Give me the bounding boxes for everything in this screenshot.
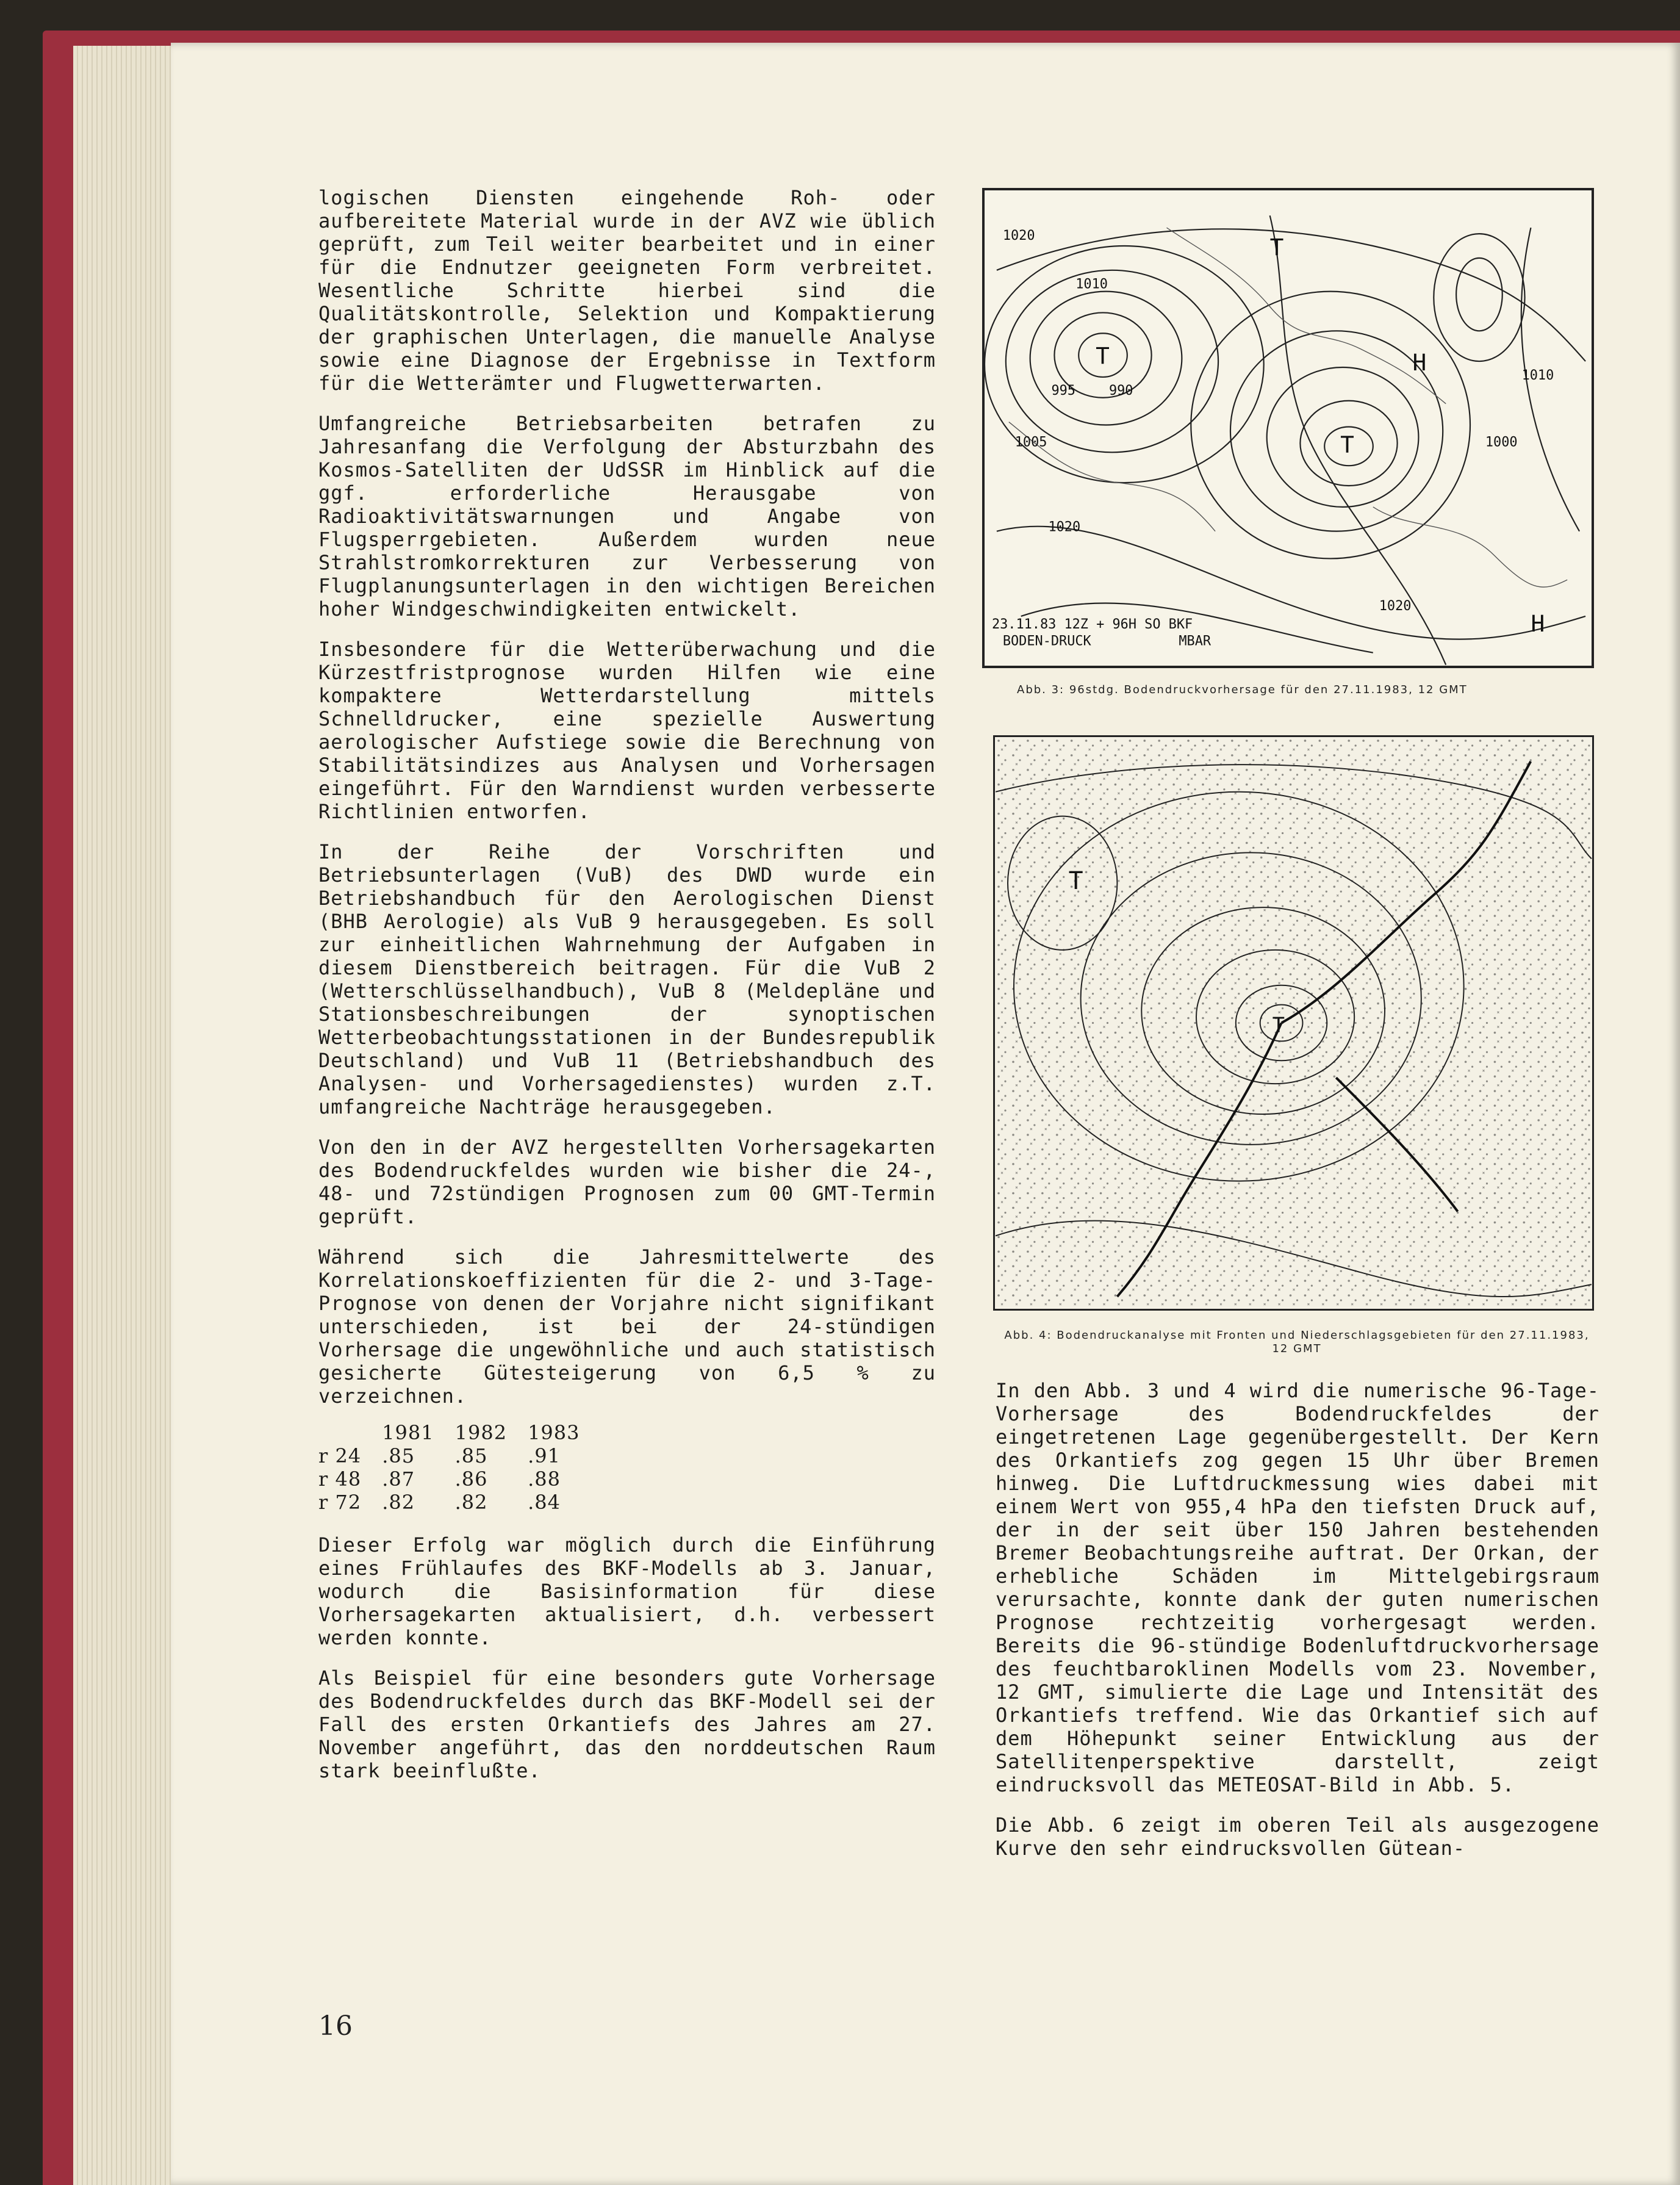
table-row <box>318 1491 601 1514</box>
isobar-label: 990 <box>1108 383 1133 398</box>
isobar-label: 1020 <box>1002 228 1035 244</box>
paragraph: In den Abb. 3 und 4 wird die numerische 96-Tage-Vorhersage des Bodendruckfeldes der eingetretenen Lage gegenübergestellt. Der Kern des Orkantiefs zog gegen 15 Uhr über Bremen hinweg. Die Luftdruckmessung wies dabei mit einem Wert von 955,4 hPa den tiefsten Druck auf, der in der seit über 150 Jahren bestehenden Bremer Beobachtungsreihe auftrat. Der Orkan, der erhebliche Schäden im Mittelgebirgsraum verursachte, konnte dank der guten numerischen Prognose rechtzeitig vorhergesagt werden. Bereits die 96-stündige Bodenluftdruckvorhersage des feuchtbaroklinen Modells vom 23. November, 12 GMT, simulierte die Lage und Intensität des Orkantiefs treffend. Wie das Orkantief sich auf dem Höhepunkt seiner Entwicklung aus der Satellitenperspektive darstellt, zeigt eindrucksvoll das METEOSAT-Bild in Abb. 5. <box>996 1379 1599 1796</box>
paragraph: In der Reihe der Vorschriften und Betriebsunterlagen (VuB) des DWD wurde ein Betriebshandbuch für den Aerologischen Dienst (BHB Aerologie) als VuB 9 herausgegeben. Es soll zur einheitlichen Wahrnehmung der Aufgaben in diesem Dienstbereich beitragen. Für die VuB 2 (Wetterschlüsselhandbuch), VuB 8 (Meldepläne und Stationsbeschreibungen der synoptischen Wetterbeobachtungsstationen in der Bundesrepublik Deutschland) und VuB 11 (Betriebshandbuch des Analysen- und Vorhersagedienstes) wurden z.T. umfangreiche Nachträge herausgegeben. <box>318 840 936 1118</box>
figure-caption: Abb. 3: 96stdg. Bodendruckvorhersage für den 27.11.1983, 12 GMT <box>1017 683 1468 696</box>
paragraph: logischen Diensten eingehende Roh- oder aufbereitete Material wurde in der AVZ wie üblich geprüft, zum Teil weiter bearbeitet und in einer für die Endnutzer geeigneten Form verbreitet. Wesentliche Schritte hierbei sind die Qualitätskontrolle, Selektion und Kompaktierung der graphischen Unterlagen, die manuelle Analyse sowie eine Diagnose der Ergebnisse in Textform für die Wetterämter und Flugwetterwarten. <box>318 186 936 395</box>
right-text-column <box>996 1379 1599 1877</box>
paragraph: Während sich die Jahresmittelwerte des Korrelationskoeffizienten für die 2- und 3-Tage-Prognose von denen der Vorjahre nicht signifikant unterschieden, ist bei der 24-stündigen Vorhersage die ungewöhnliche und auch statistisch gesicherte Gütesteigerung von 6,5 % zu verzeichnen. <box>318 1245 936 1408</box>
isobar-label: 1000 <box>1485 434 1518 450</box>
high-pressure-marker: H <box>1412 348 1427 376</box>
table-header: 1983 <box>528 1421 580 1444</box>
low-pressure-marker: T <box>1096 342 1110 370</box>
figure-caption: Abb. 4: Bodendruckanalyse mit Fronten und Niederschlagsgebieten für den 27.11.1983, 12 GMT <box>1004 1329 1590 1355</box>
correlation-table <box>318 1421 601 1514</box>
table-cell: r 24 <box>318 1444 362 1467</box>
table-cell: .85 <box>382 1444 415 1467</box>
paragraph: Als Beispiel für eine besonders gute Vorhersage des Bodendruckfeldes durch das BKF-Modell sei der Fall des ersten Orkantiefs des Jahres am 27. November angeführt, das den norddeutschen Raum stark beeinflußte. <box>318 1666 936 1782</box>
table-cell: r 72 <box>318 1491 362 1514</box>
table-row <box>318 1467 601 1491</box>
table-cell: .91 <box>528 1444 561 1467</box>
table-cell: .87 <box>382 1467 415 1491</box>
map-stamp-unit: MBAR <box>1179 633 1212 649</box>
low-pressure-marker: T <box>1340 431 1354 458</box>
table-header: 1981 <box>382 1421 434 1444</box>
low-pressure-marker: T <box>1068 867 1083 896</box>
isobar-label: 995 <box>1051 383 1075 398</box>
analysis-pressure-map <box>993 735 1594 1311</box>
isobar-label: 1020 <box>1048 519 1081 535</box>
table-cell: .88 <box>528 1467 561 1491</box>
isobar-label: 1020 <box>1379 599 1412 614</box>
table-cell: .82 <box>382 1491 415 1514</box>
analysis-map-drawing <box>995 737 1592 1309</box>
forecast-map-drawing <box>985 190 1592 666</box>
paragraph: Dieser Erfolg war möglich durch die Einführung eines Frühlaufes des BKF-Modells ab 3. Januar, wodurch die Basisinformation für diese Vorhersagekarten aktualisiert, d.h. verbessert werden konnte. <box>318 1533 936 1649</box>
map-stamp-line: BODEN-DRUCK <box>1002 633 1091 649</box>
paragraph: Von den in der AVZ hergestellten Vorhersagekarten des Bodendruckfeldes wurden wie bisher die 24-, 48- und 72stündigen Prognosen zum 00 GMT-Termin geprüft. <box>318 1136 936 1228</box>
forecast-pressure-map <box>982 188 1594 668</box>
map-stamp-line: 23.11.83 12Z + 96H SO BKF <box>991 616 1193 632</box>
isobar-label: 1005 <box>1014 434 1047 450</box>
table-header <box>318 1421 382 1444</box>
low-pressure-marker: T <box>1269 233 1284 261</box>
isobar-label: 1010 <box>1075 276 1108 292</box>
high-pressure-marker: H <box>1531 610 1545 637</box>
table-cell: r 48 <box>318 1467 362 1491</box>
left-text-column <box>318 186 936 1799</box>
table-header-row <box>318 1421 601 1444</box>
table-header: 1982 <box>454 1421 508 1444</box>
paragraph: Insbesondere für die Wetterüberwachung und die Kürzestfristprognose wurden Hilfen wie eine kompaktere Wetterdarstellung mittels Schnelldrucker, eine spezielle Auswertung aerologischer Aufstiege sowie die Berechnung von Stabilitätsindizes aus Analysen und Vorhersagen eingeführt. Für den Warndienst wurden verbesserte Richtlinien entworfen. <box>318 638 936 823</box>
table-cell: .84 <box>528 1491 561 1514</box>
table-cell: .82 <box>454 1491 488 1514</box>
paragraph: Die Abb. 6 zeigt im oberen Teil als ausgezogene Kurve den sehr eindrucksvollen Gütean- <box>996 1813 1599 1860</box>
page-number: 16 <box>318 2010 353 2042</box>
isobar-label: 1010 <box>1521 367 1554 383</box>
low-pressure-marker: T <box>1272 1013 1285 1037</box>
table-cell: .86 <box>454 1467 488 1491</box>
table-cell: .85 <box>454 1444 488 1467</box>
table-row <box>318 1444 601 1467</box>
paragraph: Umfangreiche Betriebsarbeiten betrafen zu Jahresanfang die Verfolgung der Absturzbahn des Kosmos-Satelliten der UdSSR im Hinblick auf die ggf. erforderliche Herausgabe von Radioaktivitätswarnungen und Angabe von Flugsperrgebieten. Außerdem wurden neue Strahlstromkorrekturen zur Verbesserung von Flugplanungsunterlagen in den wichtigen Bereichen hoher Windgeschwindigkeiten entwickelt. <box>318 412 936 621</box>
